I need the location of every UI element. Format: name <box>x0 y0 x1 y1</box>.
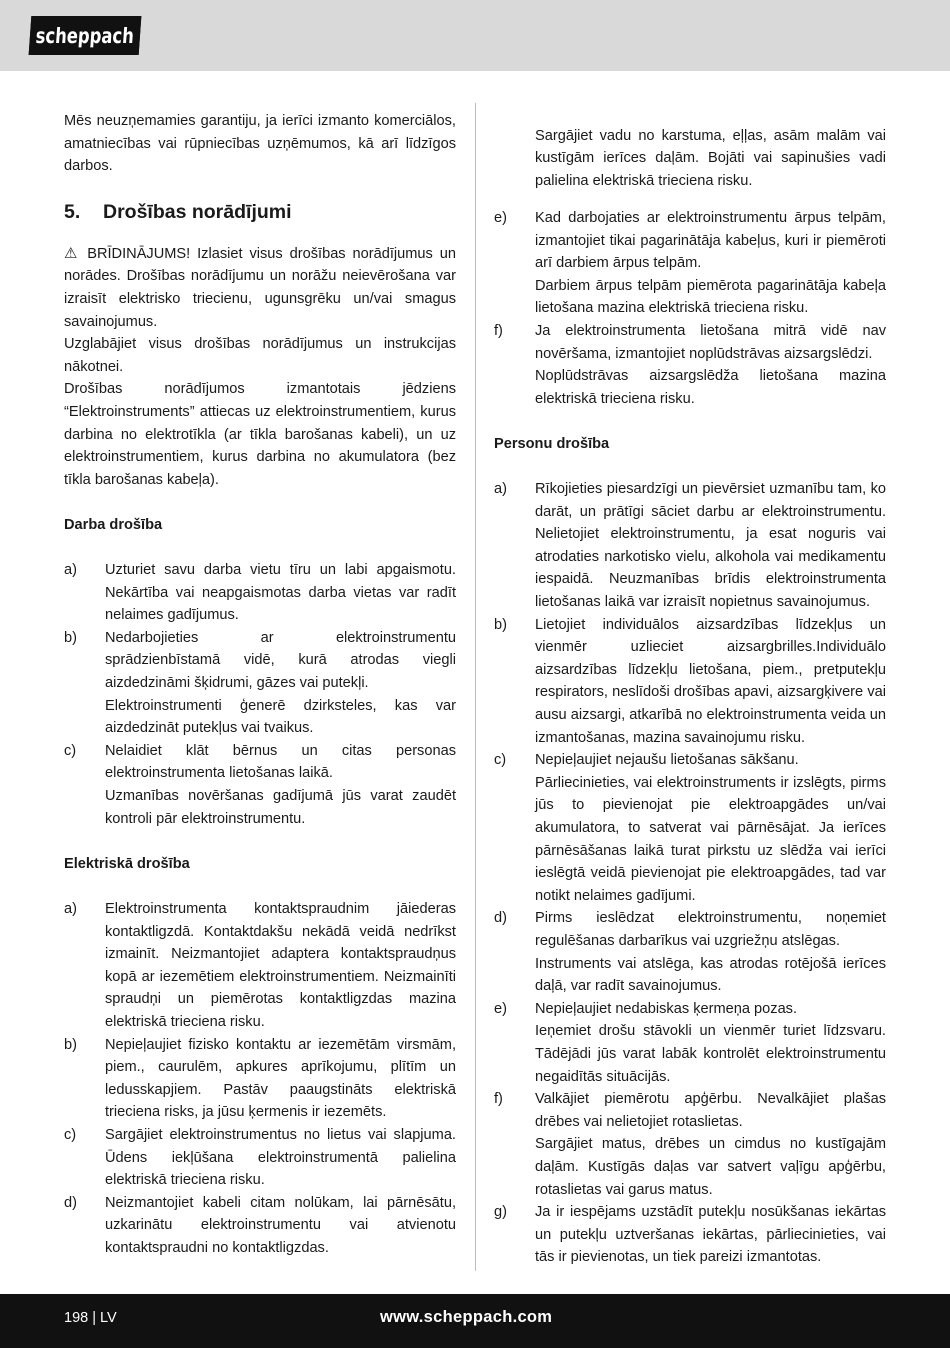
warning-text: BRĪDINĀJUMS! Izlasiet visus drošības norādījumus un norādes. Drošības norādījumu un norāžu neievērošana var izraisīt elektrisko triecienu, ugunsgrēku un/vai smagus savainojumus. <box>64 245 456 330</box>
item-extra-text: Uzmanības novēršanas gadījumā jūs varat zaudēt kontroli pār elektroinstrumentu. <box>105 788 456 827</box>
list-item <box>494 1088 886 1201</box>
item-text-block <box>535 998 886 1088</box>
item-text-block <box>535 614 886 750</box>
list-item <box>494 1201 886 1269</box>
item-text: Nelaidiet klāt bērnus un citas personas elektroinstrumenta lietošanas laikā. <box>105 742 456 782</box>
page-number: 198 | LV <box>64 1310 117 1326</box>
warning-paragraph <box>64 243 456 333</box>
left-column <box>64 110 456 1260</box>
item-label: e) <box>494 209 507 226</box>
page-footer <box>0 1294 950 1348</box>
item-text: Ja ir iespējams uzstādīt putekļu nosūkšanas iekārtas un putekļu uztveršanas iekārtas, pārliecinieties, vai tās ir pievienotas, un tiek pareizi izmantotas. <box>535 1204 886 1266</box>
item-text: Neizmantojiet kabeli citam nolūkam, lai pārnēsātu, uzkarinātu elektroinstrumentu vai atvienotu kontaktspraudni no kontaktligzdas. <box>105 1194 456 1256</box>
item-text-block <box>105 1124 456 1192</box>
item-extra-text: Sargājiet matus, drēbes un cimdus no kustīgajām daļām. Kustīgās daļas var satvert vaļīgu apģērbu, rotaslietas vai garus matus. <box>535 1136 886 1198</box>
list-item <box>64 627 456 740</box>
section-title: Drošības norādījumi <box>103 200 292 223</box>
section-heading <box>64 199 456 225</box>
item-text-block <box>535 320 886 410</box>
item-extra-text: Noplūdstrāvas aizsargslēdža lietošana mazina elektriskā trieciena risku. <box>535 368 886 407</box>
term-definition: Drošības norādījumos izmantotais jēdziens “Elektroinstruments” attiecas uz elektroinstrumentiem, kurus darbina no elektrotīkla (ar tīkla barošanas kabeli), un uz elektroinstrumentiem, kurus darbina no akumulatora (bez tīkla barošanas kabeļa). <box>64 381 456 488</box>
item-extra-text: Elektroinstrumenti ģenerē dzirksteles, kas var aizdedzināt putekļus vai tvaikus. <box>105 697 456 737</box>
electrical-safety-list <box>64 898 456 1260</box>
item-label: a) <box>64 901 77 917</box>
item-label: b) <box>494 616 507 633</box>
item-text: Sargājiet elektroinstrumentus no lietus vai slapjuma. Ūdens iekļūšana elektroinstrumentā palielina elektriskā trieciena risku. <box>105 1126 456 1189</box>
item-text-block <box>535 749 886 907</box>
list-item <box>494 749 886 907</box>
item-label: c) <box>64 1126 77 1143</box>
scheppach-logo: scheppach <box>29 16 142 55</box>
list-item <box>64 1192 456 1260</box>
item-text: Ja elektroinstrumenta lietošana mitrā vidē nav novēršama, izmantojiet noplūdstrāvas aizsargslēdzi. <box>535 322 886 362</box>
item-label: c) <box>494 752 507 769</box>
item-text: Uzturiet savu darba vietu tīru un labi apgaismotu. Nekārtība vai neapgaismotas darba vietas var radīt nelaimes gadījumus. <box>105 562 456 624</box>
item-text-block <box>105 1192 456 1260</box>
item-extra-text: Darbiem ārpus telpām piemērota pagarinātāja kabeļa lietošana mazina elektriskā trieciena risku. <box>535 277 886 317</box>
list-item <box>64 1124 456 1192</box>
item-text: Nepieļaujiet nejaušu lietošanas sākšanu. <box>535 752 799 769</box>
item-text-block <box>105 1034 456 1124</box>
item-text: Nedarbojieties ar elektroinstrumentu sprādzienbīstamā vidē, kurā atrodas viegli aizdedzināmi šķidrumi, gāzes vai putekļi. <box>105 629 456 692</box>
work-safety-list <box>64 559 456 830</box>
list-item <box>494 320 886 410</box>
item-text: Nepieļaujiet nedabiskas ķermeņa pozas. <box>535 1000 798 1017</box>
column-divider <box>475 103 476 1271</box>
item-text: Elektroinstrumenta kontaktspraudnim jāiederas kontaktligzdā. Kontaktdakšu nekādā veidā nedrīkst izmainīt. Neizmantojiet adaptera kontaktspraudņus kopā ar iezemētiem elektroinstrumentiem. Neizmainīti spraudņi un piemērotas kontaktligzdas mazina elektriskā trieciena risku. <box>105 901 456 1030</box>
item-text: Pirms ieslēdzat elektroinstrumentu, noņemiet regulēšanas darbarīkus vai uzgriežņu atslēgas. <box>535 910 886 949</box>
item-text-block <box>535 1088 886 1201</box>
list-item <box>64 898 456 1034</box>
item-label: b) <box>64 629 77 646</box>
item-label: e) <box>494 1000 507 1017</box>
list-item <box>494 998 886 1088</box>
item-text-block <box>535 207 886 320</box>
item-label: c) <box>64 742 77 759</box>
list-item <box>494 207 886 320</box>
item-label: a) <box>64 562 77 579</box>
item-label: f) <box>494 1091 503 1108</box>
item-label: d) <box>494 910 507 927</box>
warning-icon: ⚠ <box>64 244 81 262</box>
item-text-block <box>535 478 886 614</box>
list-item <box>494 907 886 997</box>
item-text: Valkājiet piemērotu apģērbu. Nevalkājiet plašas drēbes vai nelietojiet rotaslietas. <box>535 1091 886 1130</box>
electrical-safety-heading: Elektriskā drošība <box>64 855 190 872</box>
section-number: 5. <box>64 200 81 223</box>
list-item <box>64 559 456 627</box>
item-text: Lietojiet individuālos aizsardzības līdzekļus un vienmēr uzlieciet aizsargbrilles.Individuālo aizsardzības līdzekļu lietošana, piem., pretputekļu respirators, neslīdoši drošības apavi, aizsargķivere vai ausu aizsargi, atkarībā no elektroinstrumenta veida un izmantošanas, mazina savainojumu risku. <box>535 616 886 746</box>
list-item <box>64 1034 456 1124</box>
electrical-safety-list-continued <box>494 207 886 410</box>
list-item <box>494 478 886 614</box>
list-item <box>494 614 886 750</box>
item-extra-text: Ieņemiet drošu stāvokli un vienmēr turiet līdzsvaru. Tādējādi jūs varat labāk kontrolēt elektroinstrumentu negaidītās situācijās. <box>535 1023 886 1085</box>
item-text-block <box>105 627 456 740</box>
intro-paragraph: Mēs neuzņemamies garantiju, ja ierīci izmanto komerciālos, amatniecības vai rūpniecības uzņēmumos, kā arī līdzīgos darbos. <box>64 113 456 175</box>
personal-safety-list <box>494 478 886 1269</box>
personal-safety-heading: Personu drošība <box>494 435 610 452</box>
item-label: g) <box>494 1204 507 1221</box>
list-item <box>64 740 456 830</box>
item-text-block <box>535 907 886 997</box>
item-label: b) <box>64 1036 77 1053</box>
item-text: Rīkojieties piesardzīgi un pievērsiet uzmanību tam, ko darāt, un prātīgi sāciet darbu ar elektroinstrumentu. Nelietojiet elektroinstrumentu, ja esat noguris vai atrodaties narkotisko vielu, alkohola vai medikamentu iespaidā. Neuzmanības brīdis elektroinstrumenta lietošanas laikā var izraisīt nopietnus savainojumus. <box>535 481 886 611</box>
item-extra-text: Pārliecinieties, vai elektroinstruments ir izslēgts, pirms jūs to pievienojat pie elektroapgādes un/vai akumulatora, to satverat vai pārnēsājat. Ja ierīces pārnēsāšanas laikā turat pirkstu uz slēdža vai ierīci ieslēgtā veidā pievienojat pie elektroapgādes, tad var notikt nelaimes gadījumi. <box>535 774 886 904</box>
page-header <box>0 0 950 71</box>
keep-instructions: Uzglabājiet visus drošības norādījumus un instrukcijas nākotnei. <box>64 336 456 375</box>
item-text: Nepieļaujiet fizisko kontaktu ar iezemētām virsmām, piem., caurulēm, apkures aprīkojumu, plītīm un ledusskapjiem. Pastāv paaugstināts elektriskā trieciena risks, ja jūsu ķermenis ir iezemēts. <box>105 1036 456 1121</box>
website-link[interactable]: www.scheppach.com <box>380 1308 553 1326</box>
item-extra-text: Instruments vai atslēga, kas atrodas rotējošā ierīces daļā, var radīt savainojumus. <box>535 955 886 995</box>
item-d-continuation: Sargājiet vadu no karstuma, eļļas, asām malām vai kustīgām ierīces daļām. Bojāti vai sapinušies vadi palielina elektriskā trieciena risku. <box>535 127 886 189</box>
work-safety-heading: Darba drošība <box>64 516 163 533</box>
item-text-block <box>105 740 456 830</box>
item-text: Kad darbojaties ar elektroinstrumentu ārpus telpām, izmantojiet tikai pagarinātāja kabeļus, kuri ir piemēroti arī darbiem ārpus telpām. <box>535 209 886 272</box>
item-label: d) <box>64 1194 77 1211</box>
item-text-block <box>535 1201 886 1269</box>
item-text-block <box>105 898 456 1034</box>
right-column <box>494 110 886 1269</box>
item-label: a) <box>494 481 507 498</box>
item-label: f) <box>494 322 503 339</box>
item-text-block <box>105 559 456 627</box>
